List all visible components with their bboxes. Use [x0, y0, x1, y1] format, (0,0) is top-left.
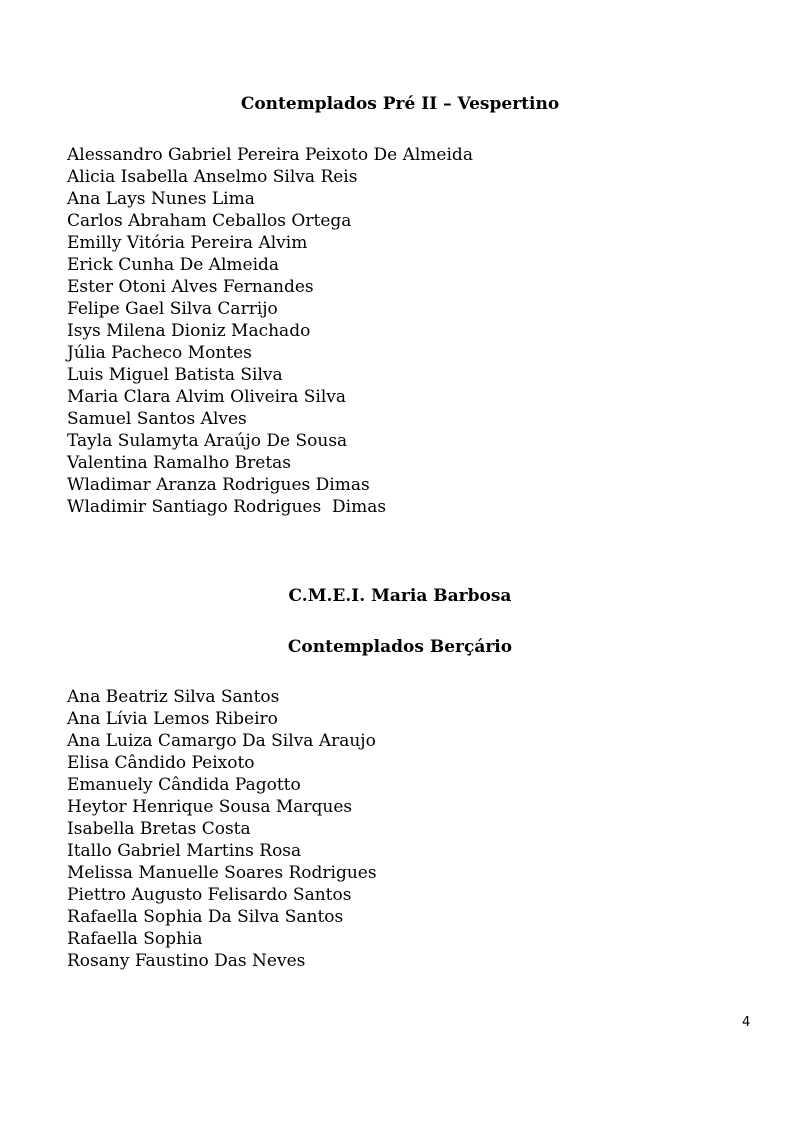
name-list-pre-ii-vespertino — [67, 144, 473, 518]
list-item: Wladimir Santiago Rodrigues Dimas — [67, 497, 387, 517]
list-item: Elisa Cândido Peixoto — [67, 753, 255, 773]
list-item: Alicia Isabella Anselmo Silva Reis — [67, 167, 358, 187]
list-item: Júlia Pacheco Montes — [67, 343, 252, 363]
list-item: Itallo Gabriel Martins Rosa — [67, 841, 302, 861]
list-item: Alessandro Gabriel Pereira Peixoto De Almeida — [67, 145, 473, 165]
list-item: Rafaella Sophia — [67, 929, 203, 949]
list-item: Rafaella Sophia Da Silva Santos — [67, 907, 344, 927]
list-item: Emilly Vitória Pereira Alvim — [67, 233, 308, 253]
list-item: Ester Otoni Alves Fernandes — [67, 277, 314, 297]
page-number: 4 — [742, 1015, 751, 1030]
list-item: Maria Clara Alvim Oliveira Silva — [67, 387, 347, 407]
list-item: Felipe Gael Silva Carrijo — [67, 299, 278, 319]
list-item: Valentina Ramalho Bretas — [67, 453, 292, 473]
list-item: Ana Lays Nunes Lima — [67, 189, 255, 209]
section-title-pre-ii-vespertino: Contemplados Pré II – Vespertino — [240, 94, 560, 114]
list-item: Heytor Henrique Sousa Marques — [67, 797, 353, 817]
list-item: Carlos Abraham Ceballos Ortega — [67, 211, 352, 231]
list-item: Isabella Bretas Costa — [67, 819, 251, 839]
list-item: Ana Beatriz Silva Santos — [67, 687, 280, 707]
list-item: Ana Luiza Camargo Da Silva Araujo — [67, 731, 376, 751]
list-item: Piettro Augusto Felisardo Santos — [67, 885, 352, 905]
list-item: Erick Cunha De Almeida — [67, 255, 280, 275]
list-item: Tayla Sulamyta Araújo De Sousa — [67, 431, 348, 451]
list-item: Emanuely Cândida Pagotto — [67, 775, 301, 795]
name-list-bercario — [67, 686, 377, 972]
list-item: Wladimar Aranza Rodrigues Dimas — [67, 475, 370, 495]
section-title-bercario: Contemplados Berçário — [287, 637, 513, 657]
list-item: Samuel Santos Alves — [67, 409, 247, 429]
list-item: Rosany Faustino Das Neves — [67, 951, 306, 971]
list-item: Isys Milena Dioniz Machado — [67, 321, 311, 341]
list-item: Ana Lívia Lemos Ribeiro — [67, 709, 278, 729]
school-title: C.M.E.I. Maria Barbosa — [288, 586, 512, 606]
list-item: Melissa Manuelle Soares Rodrigues — [67, 863, 377, 883]
list-item: Luis Miguel Batista Silva — [67, 365, 283, 385]
